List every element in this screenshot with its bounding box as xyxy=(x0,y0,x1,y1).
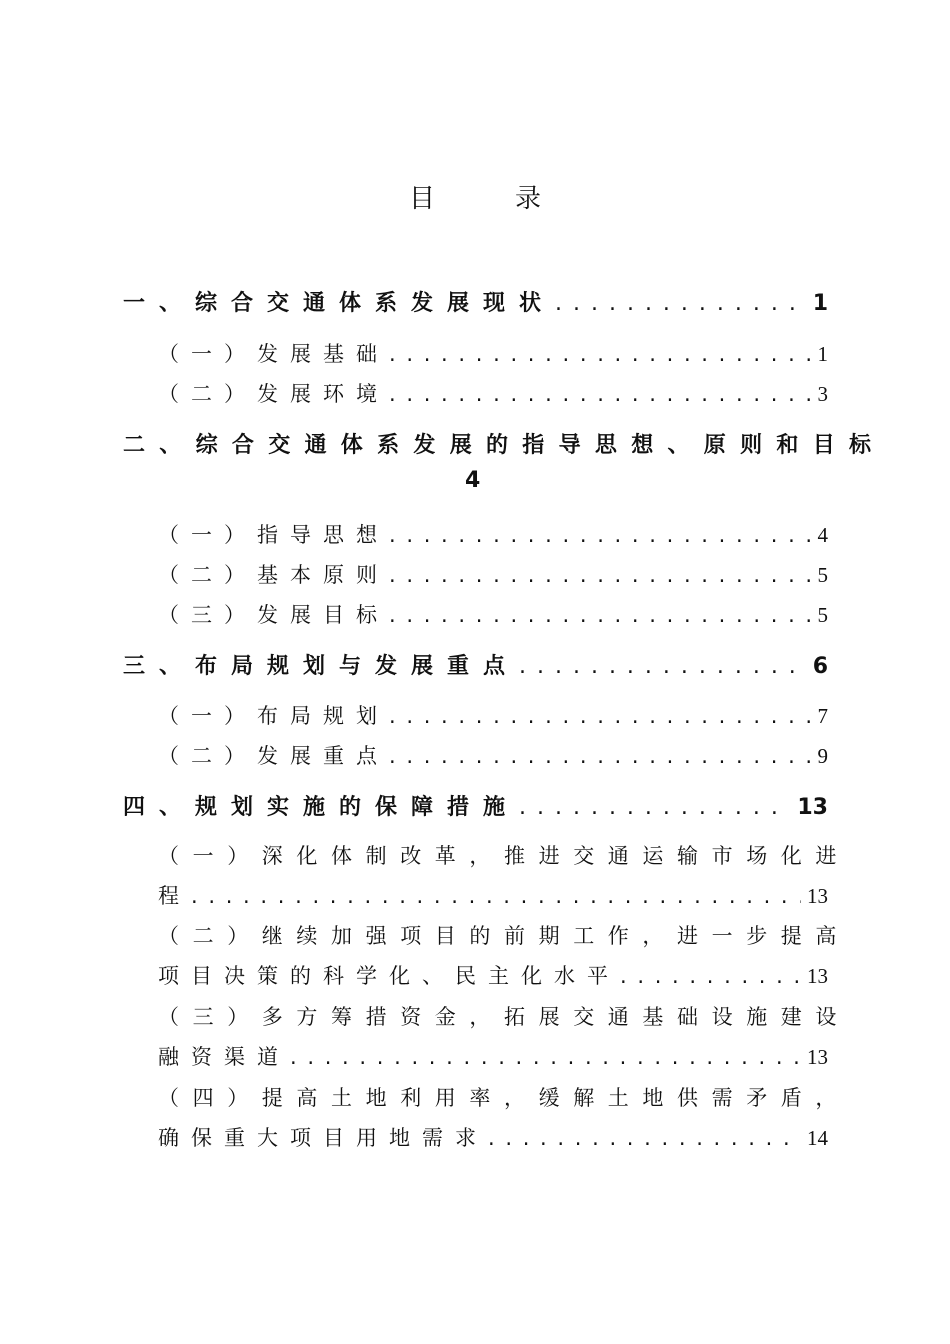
toc-entry-4-2-line2[interactable] xyxy=(158,960,828,990)
toc-entry-2[interactable] xyxy=(123,428,885,459)
toc-leader-dots xyxy=(191,884,801,908)
toc-entry-4-3-line1[interactable] xyxy=(158,1001,850,1031)
toc-entry-text: 三、布局规划与发展重点 xyxy=(123,654,520,679)
toc-entry-text: （一）发展基础 xyxy=(158,342,389,366)
toc-entry-2-1[interactable] xyxy=(158,519,828,549)
toc-entry-text: 程 xyxy=(158,884,191,908)
toc-page-number: 13 xyxy=(797,795,828,820)
toc-page-number: 7 xyxy=(817,704,828,728)
toc-page-number: 1 xyxy=(817,342,828,366)
toc-entry-4[interactable] xyxy=(123,790,828,821)
toc-page-number: 1 xyxy=(812,291,828,316)
toc-entry-text: 确保重大项目用地需求 xyxy=(158,1126,488,1150)
toc-entry-4-3-line2[interactable] xyxy=(158,1041,828,1071)
toc-page-number: 13 xyxy=(807,884,828,908)
toc-entry-text: （二）发展重点 xyxy=(158,744,389,768)
toc-entry-text: （一）布局规划 xyxy=(158,704,389,728)
toc-entry-text: 项目决策的科学化、民主化水平 xyxy=(158,964,620,988)
toc-entry-1-2[interactable] xyxy=(158,378,828,408)
toc-leader-dots xyxy=(620,964,801,988)
toc-entry-4-2-line1[interactable] xyxy=(158,920,850,950)
toc-leader-dots xyxy=(519,795,791,820)
toc-page-number: 13 xyxy=(807,1045,828,1069)
toc-leader-dots xyxy=(389,523,812,547)
toc-leader-dots xyxy=(389,744,812,768)
toc-entry-4-1-line1[interactable] xyxy=(158,840,850,870)
toc-leader-dots xyxy=(389,704,812,728)
toc-leader-dots xyxy=(389,342,812,366)
toc-entry-text: （二）继续加强项目的前期工作，进一步提高 xyxy=(158,924,850,948)
toc-leader-dots xyxy=(488,1126,801,1150)
toc-entry-3-2[interactable] xyxy=(158,740,828,770)
toc-page-number: 4 xyxy=(817,523,828,547)
toc-entry-text: （一）指导思想 xyxy=(158,523,389,547)
toc-entry-text: 一、综合交通体系发展现状 xyxy=(123,291,556,316)
toc-entry-3-1[interactable] xyxy=(158,700,828,730)
toc-page-number: 4 xyxy=(465,468,481,493)
toc-entry-4-4-line1[interactable] xyxy=(158,1082,850,1112)
toc-entry-2-2[interactable] xyxy=(158,559,828,589)
toc-entry-text: （三）多方筹措资金，拓展交通基础设施建设 xyxy=(158,1005,850,1029)
toc-entry-2-3[interactable] xyxy=(158,599,828,629)
toc-leader-dots xyxy=(389,563,812,587)
toc-entry-text: （二）基本原则 xyxy=(158,563,389,587)
toc-page-number: 3 xyxy=(817,382,828,406)
toc-page-number: 9 xyxy=(817,744,828,768)
toc-leader-dots xyxy=(389,382,812,406)
toc-entry-text: （四）提高土地利用率，缓解土地供需矛盾， xyxy=(158,1086,850,1110)
toc-entry-text: （三）发展目标 xyxy=(158,603,389,627)
toc-page-number: 6 xyxy=(812,654,828,679)
toc-entry-4-1-line2[interactable] xyxy=(158,880,828,910)
toc-page-number: 5 xyxy=(817,603,828,627)
toc-entry-text: 二、综合交通体系发展的指导思想、原则和目标 xyxy=(123,433,886,458)
toc-leader-dots xyxy=(555,291,807,316)
toc-entry-1-1[interactable] xyxy=(158,338,828,368)
title-char-1: 目 xyxy=(408,184,435,214)
toc-entry-4-4-line2[interactable] xyxy=(158,1122,828,1152)
title-char-2: 录 xyxy=(515,184,542,214)
toc-page-number: 5 xyxy=(817,563,828,587)
toc-entry-text: 四、规划实施的保障措施 xyxy=(123,795,520,820)
toc-page-number: 13 xyxy=(807,964,828,988)
toc-leader-dots xyxy=(290,1045,801,1069)
toc-entry-text: 融资渠道 xyxy=(158,1045,290,1069)
toc-entry-text: （一）深化体制改革，推进交通运输市场化进 xyxy=(158,844,850,868)
toc-entry-1[interactable] xyxy=(123,286,828,317)
toc-entry-text: （二）发展环境 xyxy=(158,382,389,406)
toc-page-number: 14 xyxy=(807,1126,828,1150)
toc-leader-dots xyxy=(519,654,807,679)
page-title xyxy=(0,178,950,215)
toc-entry-3[interactable] xyxy=(123,649,828,680)
toc-leader-dots xyxy=(389,603,812,627)
